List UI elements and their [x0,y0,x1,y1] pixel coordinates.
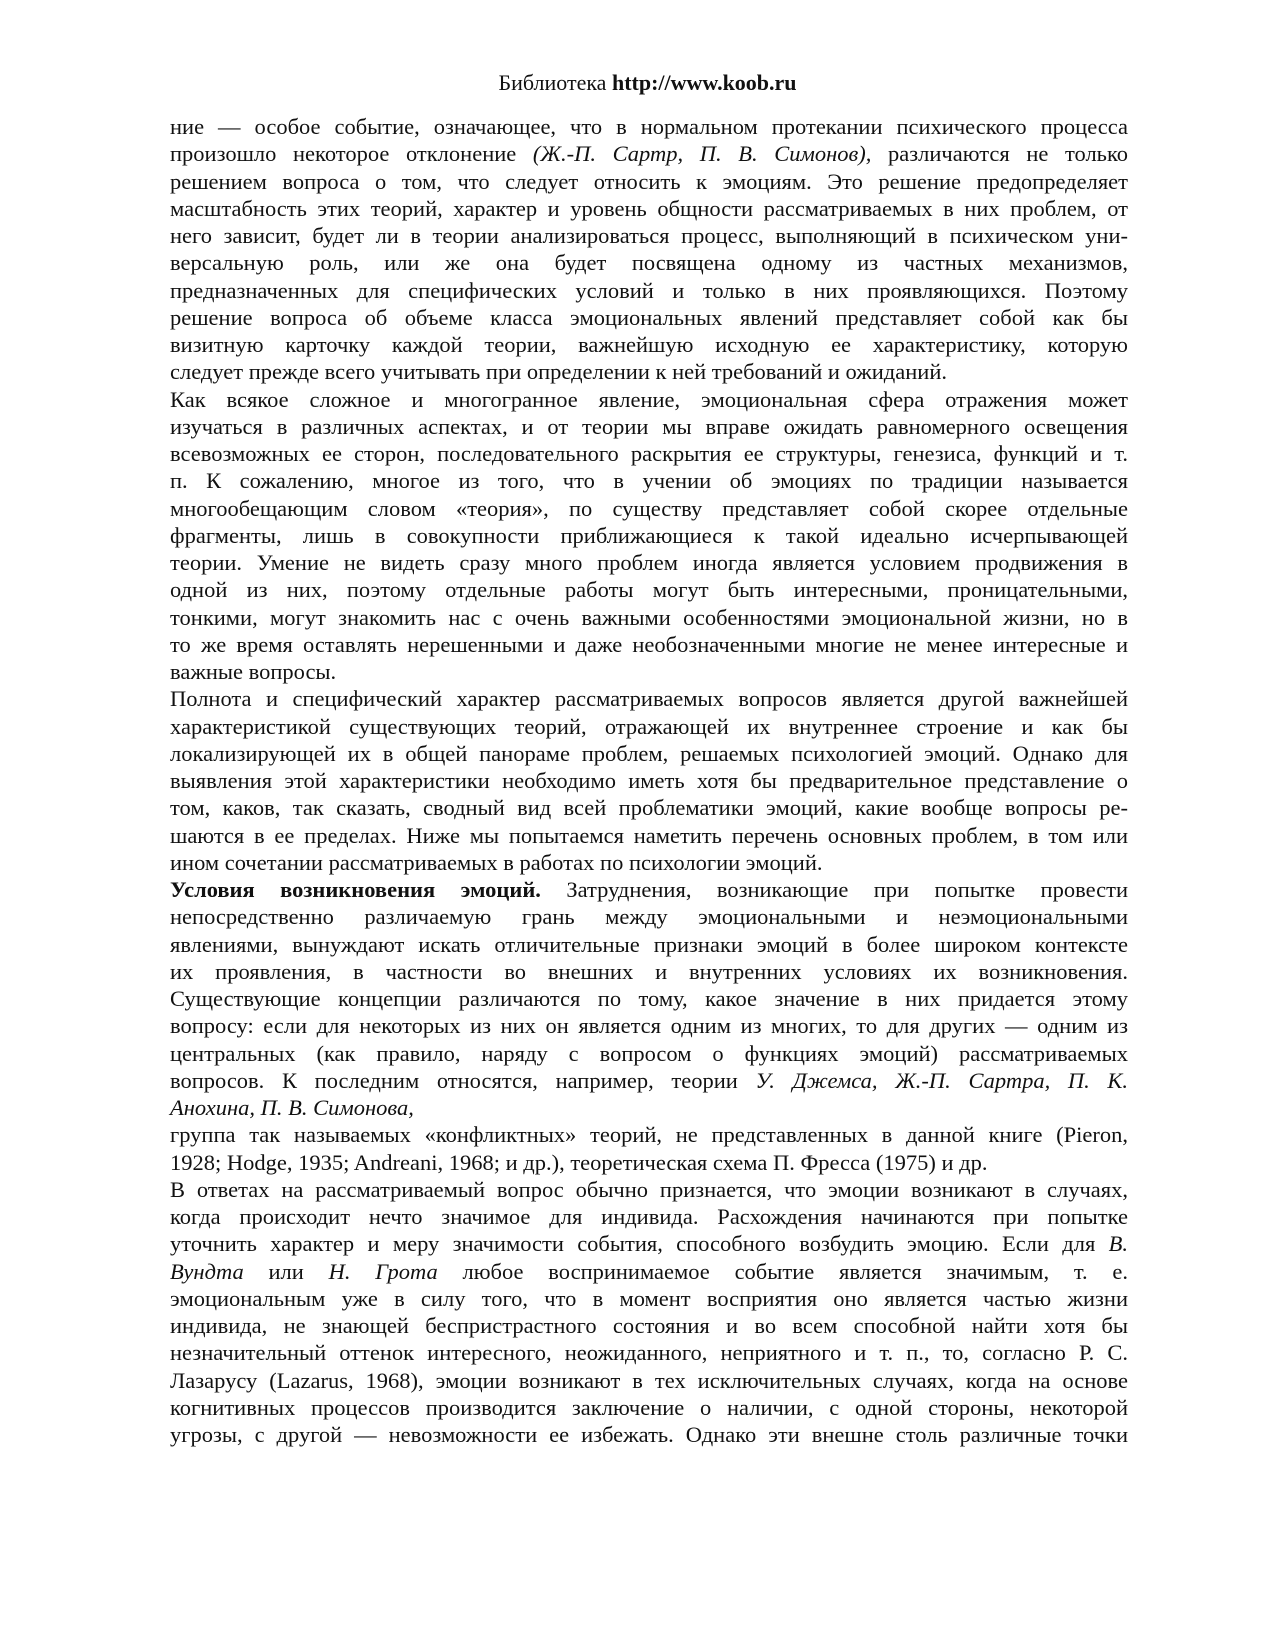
text-line [170,358,1128,385]
text-line [170,140,1128,167]
text-run: вопросов. К последним относятся, например, теории [170,1067,756,1093]
text-line [170,576,1128,603]
text-line [170,1394,1128,1421]
text-line [170,740,1128,767]
text-run: центральных (как правило, наряду с вопросом о функциях эмоций) рассматриваемых [170,1040,1128,1066]
text-run: одной из них, поэтому отдельные работы могут быть интересными, проницательными, [170,577,1128,603]
text-line [170,794,1128,821]
text-run: ние — особое событие, означающее, что в нормальном протекании психического процесса [170,114,1128,139]
text-run: версальную роль, или же она будет посвящена одному из частных механизмов, [170,250,1128,276]
text-line [170,1012,1128,1039]
text-line [170,767,1128,794]
text-run: важные вопросы. [170,659,337,684]
text-run: ином сочетании рассматриваемых в работах по психологии эмоций. [170,849,823,875]
text-run: изучаться в различных аспектах, и от теории мы вправе ожидать равномерного освещения [170,413,1128,439]
italic-citation: (Ж.-П. Сартр, П. В. Симонов), [532,141,872,167]
text-line [170,604,1128,631]
text-line [170,1067,1128,1094]
text-line [170,413,1128,440]
text-run: него зависит, будет ли в теории анализироваться процесс, выполняющий в психическом уни- [170,223,1128,248]
text-run: когнитивных процессов производится заключение о наличии, с одной стороны, некоторой [170,1394,1128,1420]
italic-citation: У. Джемса, Ж.-П. Сартра, П. К. [755,1067,1128,1093]
text-run: решением вопроса о том, что следует относить к эмоциям. Это решение предопределяет [170,168,1128,194]
text-line [170,1258,1128,1285]
text-line [170,1339,1128,1366]
text-line [170,931,1128,958]
text-run: характеристикой существующих теорий, отражающей их внутреннее строение и как бы [170,713,1128,739]
text-run: их проявления, в частности во внешних и внутренних условиях их возникновения. [170,958,1128,984]
text-line [170,1285,1128,1312]
text-line [170,958,1128,985]
text-run: непосредственно различаемую грань между эмоциональными и неэмоциональными [170,904,1128,930]
text-run: следует прежде всего учитывать при определении к ней требований и ожиданий. [170,359,947,385]
text-run: всевозможных ее сторон, последовательного раскрытия ее структуры, генезиса, функций и т. [170,441,1128,466]
text-run: 1928; Hodge, 1935; Andreani, 1968; и др.), теоретическая схема П. Фресса (1975) и др. [170,1149,988,1175]
italic-citation: В. [1108,1231,1128,1257]
text-line [170,331,1128,358]
text-line [170,168,1128,195]
text-line [170,1203,1128,1230]
text-run: тонкими, могут знакомить нас с очень важными особенностями эмоциональной жизни, но в [170,604,1128,630]
document-body [170,113,1128,1448]
header-link[interactable]: http://www.koob.ru [611,70,797,95]
paragraph [170,386,1128,686]
text-line [170,685,1128,712]
text-run: Полнота и специфический характер рассматриваемых вопросов является другой важнейшей [170,686,1128,712]
text-line [170,1421,1128,1448]
text-line [170,713,1128,740]
text-line [170,1094,1128,1121]
text-run: фрагменты, лишь в совокупности приближающиеся к такой идеально исчерпывающей [170,522,1128,548]
text-run: многообещающим словом «теория», по существу представляет собой скорее отдельные [170,495,1128,521]
text-run: явлениями, вынуждают искать отличительные признаки эмоций в более широком контексте [170,931,1128,957]
text-run: вопросу: если для некоторых из них он является одним из многих, то для других — одним из [170,1013,1128,1039]
bold-heading: Условия возникновения эмоций. [170,877,541,902]
text-run: группа так называемых «конфликтных» теорий, не представленных в данной книге (Pieron, [170,1122,1128,1148]
text-run: В ответах на рассматриваемый вопрос обычно признается, что эмоции возникают в случаях, [170,1176,1128,1202]
text-line [170,1040,1128,1067]
paragraph [170,113,1128,386]
text-run: когда происходит нечто значимое для индивида. Расхождения начинаются при попытке [170,1204,1128,1229]
text-run: выявления этой характеристики необходимо иметь хотя бы предварительное представление о [170,768,1128,793]
italic-citation: Анохина, П. В. Симонова, [170,1095,414,1120]
text-run: угрозы, с другой — невозможности ее избежать. Однако эти внешне столь различные точки [170,1422,1128,1447]
text-run: том, каков, так сказать, сводный вид всей проблематики эмоций, какие вообще вопросы ре- [170,795,1128,821]
text-line [170,113,1128,140]
text-run: уточнить характер и меру значимости события, способного возбудить эмоцию. Если для [170,1231,1109,1257]
text-run: Существующие концепции различаются по тому, какое значение в них придается этому [170,986,1128,1011]
paragraph [170,685,1128,876]
text-line [170,903,1128,930]
text-line [170,549,1128,576]
header-label: Библиотека [498,70,607,95]
text-line [170,386,1128,413]
text-line [170,249,1128,276]
text-run: Как всякое сложное и многогранное явление, эмоциональная сфера отражения может [170,386,1128,412]
text-line [170,195,1128,222]
text-run: локализирующей их в общей панораме проблем, решаемых психологией эмоций. Однако для [170,740,1128,766]
text-line [170,1121,1128,1148]
text-run: или [243,1258,329,1284]
paragraph [170,1121,1128,1176]
text-line [170,1312,1128,1339]
text-line [170,1367,1128,1394]
italic-citation: Вундта [170,1258,244,1284]
text-run: то же время оставлять нерешенными и даже необозначенными многие не менее интересные и [170,631,1128,657]
text-line [170,222,1128,249]
text-line [170,277,1128,304]
text-run: различаются не только [871,141,1128,167]
text-line [170,985,1128,1012]
text-run: визитную карточку каждой теории, важнейшую исходную ее характеристику, которую [170,332,1128,357]
italic-citation: Н. Грота [328,1258,438,1284]
text-run: предназначенных для специфических условий и только в них проявляющихся. Поэтому [170,277,1128,303]
text-line [170,467,1128,494]
text-line [170,495,1128,522]
text-run: решение вопроса об объеме класса эмоциональных явлений представляет собой как бы [170,304,1128,330]
page-header [0,70,1275,96]
paragraph [170,1176,1128,1449]
text-run: теории. Умение не видеть сразу много проблем иногда является условием продвижения в [170,550,1128,575]
text-line [170,522,1128,549]
text-run: масштабность этих теорий, характер и уровень общности рассматриваемых в них проблем, от [170,195,1128,221]
text-run: любое воспринимаемое событие является значимым, т. е. [437,1258,1129,1284]
text-run: шаются в ее пределах. Ниже мы попытаемся наметить перечень основных проблем, в том или [170,822,1128,848]
text-line [170,1230,1128,1257]
paragraph [170,876,1128,1121]
text-run: Затруднения, возникающие при попытке провести [540,877,1128,902]
text-run: индивида, не знающей беспристрастного состояния и во всем способной найти хотя бы [170,1313,1128,1338]
text-run: незначительный оттенок интересного, неожиданного, неприятного и т. п., то, согласно Р. С. [170,1340,1128,1366]
text-run: произошло некоторое отклонение [170,141,533,167]
text-line [170,304,1128,331]
text-line [170,822,1128,849]
text-line [170,658,1128,685]
text-line [170,440,1128,467]
text-run: Лазарусу (Lazarus, 1968), эмоции возникают в тех исключительных случаях, когда на основе [170,1367,1128,1393]
text-line [170,1149,1128,1176]
text-run: эмоциональным уже в силу того, что в момент восприятия оно является частью жизни [170,1285,1128,1311]
text-line [170,876,1128,903]
text-line [170,849,1128,876]
text-run: п. К сожалению, многое из того, что в учении об эмоциях по традиции называется [170,468,1128,494]
text-line [170,1176,1128,1203]
text-line [170,631,1128,658]
